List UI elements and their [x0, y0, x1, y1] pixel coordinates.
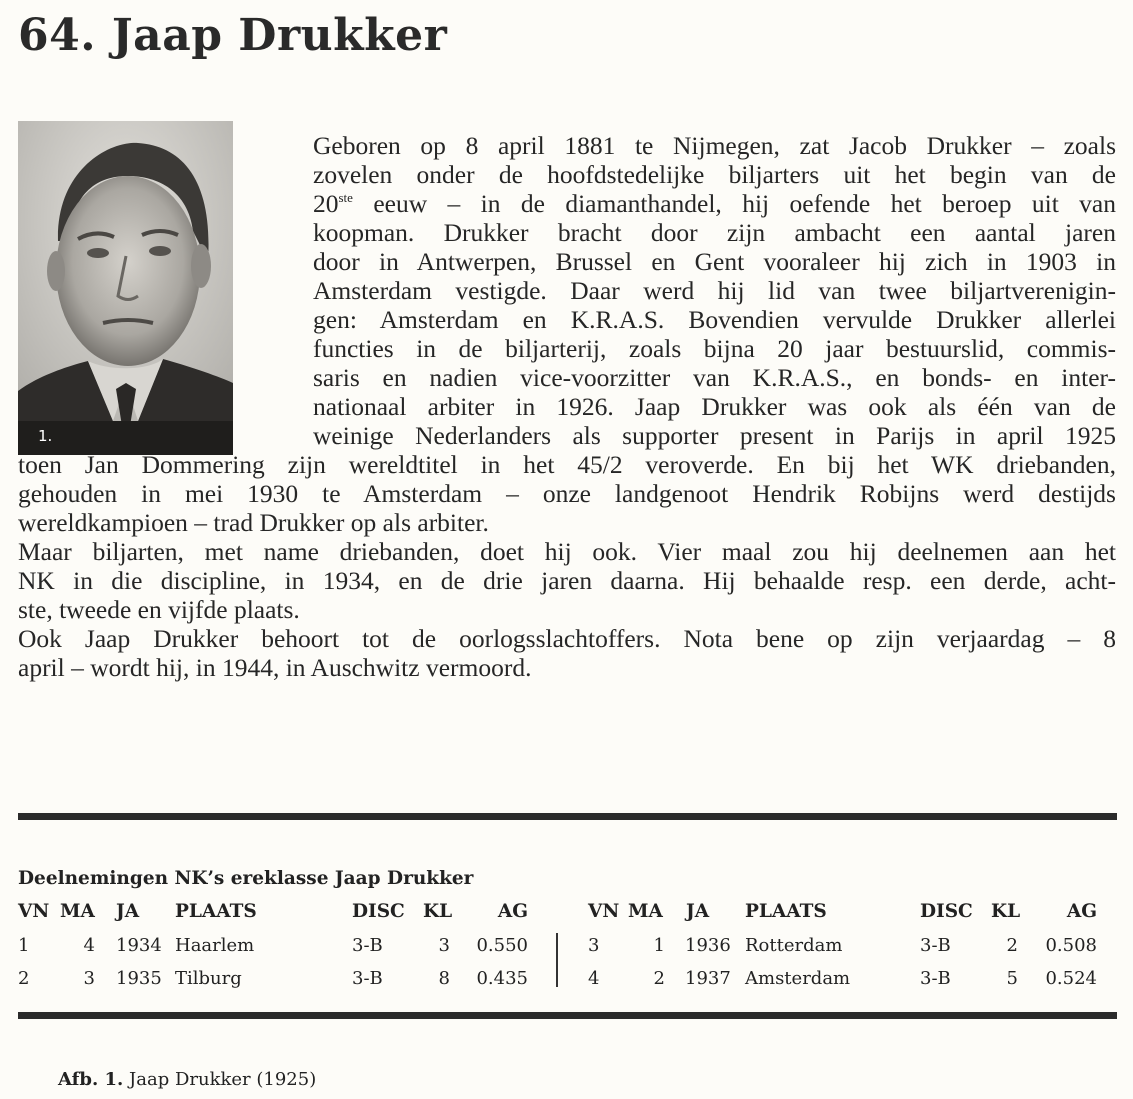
body-line: nationaal arbiter in 1926. Jaap Drukker was ook als één van de — [313, 392, 1116, 421]
cell-vn: 1 — [18, 935, 30, 956]
body-line: door in Antwerpen, Brussel en Gent vooraleer hij zich in 1903 in — [313, 247, 1116, 276]
cell-ma: 2 — [653, 968, 665, 989]
cell-plaats: Haarlem — [175, 935, 255, 956]
cell-ma: 1 — [653, 935, 665, 956]
caption-label: Afb. 1. — [58, 1069, 124, 1090]
cell-ag: 0.435 — [476, 968, 528, 989]
body-line: Ook Jaap Drukker behoort tot de oorlogsslachtoffers. Nota bene op zijn verjaardag – 8 — [18, 624, 1116, 653]
cell-vn: 2 — [18, 968, 30, 989]
ordinal-number: 20 — [313, 189, 339, 218]
cell-ja: 1936 — [685, 935, 731, 956]
cell-ja: 1934 — [116, 935, 162, 956]
cell-kl: 3 — [438, 935, 450, 956]
body-line: koopman. Drukker bracht door zijn ambacht een aantal jaren — [313, 218, 1116, 247]
cell-ag: 0.524 — [1045, 968, 1097, 989]
body-line: april – wordt hij, in 1944, in Auschwitz vermoord. — [18, 653, 532, 682]
page-title: 64. Jaap Drukker — [18, 10, 448, 61]
header-ja: JA — [116, 901, 140, 922]
header-plaats: PLAATS — [175, 901, 257, 922]
cell-ja: 1937 — [685, 968, 731, 989]
ordinal-suffix: ste — [338, 190, 353, 205]
cell-ag: 0.550 — [476, 935, 528, 956]
cell-disc: 3-B — [352, 968, 383, 989]
body-line: ste, tweede en vijfde plaats. — [18, 595, 300, 624]
header-plaats: PLAATS — [745, 901, 827, 922]
header-ag: AG — [1066, 901, 1097, 922]
cell-kl: 5 — [1006, 968, 1018, 989]
cell-plaats: Tilburg — [175, 968, 242, 989]
table-bottom-rule — [18, 1012, 1117, 1019]
table-column-divider — [556, 933, 558, 987]
cell-disc: 3-B — [920, 935, 951, 956]
body-line: gen: Amsterdam en K.R.A.S. Bovendien vervulde Drukker allerlei — [313, 305, 1116, 334]
header-kl: KL — [991, 901, 1021, 922]
body-line: gehouden in mei 1930 te Amsterdam – onze landgenoot Hendrik Robijns werd destijds — [18, 479, 1116, 508]
table-title: Deelnemingen NK’s ereklasse Jaap Drukker — [18, 868, 474, 889]
portrait-illustration — [18, 121, 233, 455]
cell-kl: 8 — [438, 968, 450, 989]
body-line-rest: eeuw – in de diamanthandel, hij oefende het beroep uit van — [352, 189, 1116, 218]
cell-disc: 3-B — [920, 968, 951, 989]
cell-ag: 0.508 — [1045, 935, 1097, 956]
portrait-photo — [18, 121, 233, 455]
body-line: NK in die discipline, in 1934, en de drie jaren daarna. Hij behaalde resp. een derde, acht- — [18, 566, 1116, 595]
figure-caption — [58, 1069, 316, 1090]
header-ja: JA — [686, 901, 710, 922]
body-line: functies in de biljarterij, zoals bijna 20 jaar bestuurslid, commis- — [313, 334, 1116, 363]
body-line: Amsterdam vestigde. Daar werd hij lid van twee biljartverenigin- — [313, 276, 1116, 305]
cell-ja: 1935 — [116, 968, 162, 989]
cell-vn: 4 — [588, 968, 600, 989]
cell-disc: 3-B — [352, 935, 383, 956]
body-line: toen Jan Dommering zijn wereldtitel in het 45/2 veroverde. En bij het WK driebanden, — [18, 450, 1116, 479]
cell-plaats: Rotterdam — [745, 935, 843, 956]
cell-kl: 2 — [1006, 935, 1018, 956]
photo-number-label: 1. — [38, 427, 53, 445]
header-vn: VN — [18, 901, 50, 922]
body-line: Geboren op 8 april 1881 te Nijmegen, zat Jacob Drukker – zoals — [313, 131, 1116, 160]
body-line: wereldkampioen – trad Drukker op als arbiter. — [18, 508, 489, 537]
body-line — [313, 189, 1116, 218]
header-disc: DISC — [920, 901, 973, 922]
body-line: saris en nadien vice-voorzitter van K.R.A.S., en bonds- en inter- — [313, 363, 1116, 392]
cell-ma: 4 — [83, 935, 95, 956]
body-line: Maar biljarten, met name driebanden, doet hij ook. Vier maal zou hij deelnemen aan het — [18, 537, 1116, 566]
header-kl: KL — [423, 901, 453, 922]
cell-ma: 3 — [83, 968, 95, 989]
header-ma: MA — [628, 901, 663, 922]
cell-plaats: Amsterdam — [745, 968, 851, 989]
header-ag: AG — [497, 901, 528, 922]
body-line: weinige Nederlanders als supporter present in Parijs in april 1925 — [313, 421, 1116, 450]
table-top-rule — [18, 813, 1117, 820]
cell-vn: 3 — [588, 935, 600, 956]
header-disc: DISC — [352, 901, 405, 922]
body-line: zovelen onder de hoofdstedelijke biljarters uit het begin van de — [313, 160, 1116, 189]
header-vn: VN — [588, 901, 620, 922]
caption-text: Jaap Drukker (1925) — [123, 1069, 317, 1090]
header-ma: MA — [60, 901, 95, 922]
